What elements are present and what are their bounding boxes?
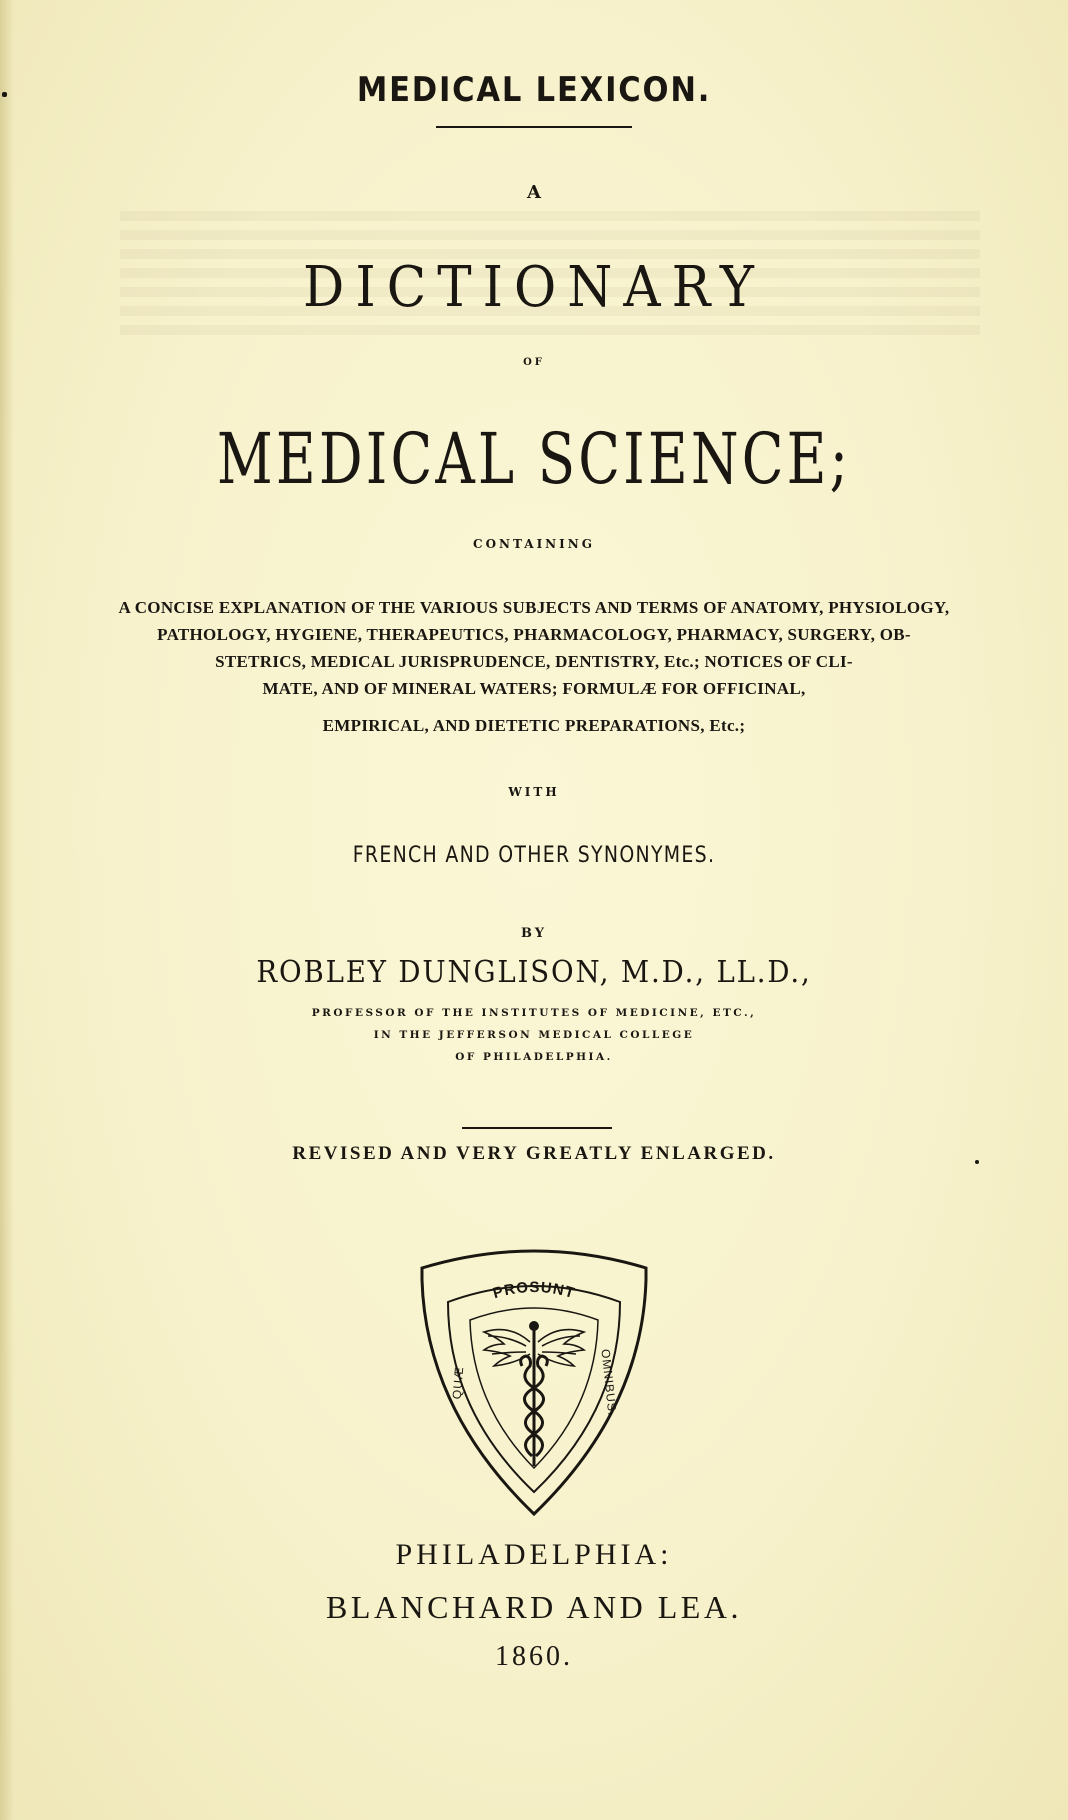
ink-speck [2,92,7,97]
author-title-line: PROFESSOR OF THE INSTITUTES OF MEDICINE, ETC., [311,1007,757,1019]
edition-note: REVISED AND VERY GREATLY ENLARGED. [292,1143,776,1164]
motto-left: QUÆ [449,1365,467,1400]
title-of: OF [523,357,545,368]
containing-label: CONTAINING [473,537,595,551]
by-label: BY [520,926,548,941]
motto-top: PROSUNT [490,1278,578,1303]
description-line: EMPIRICAL, AND DIETETIC PREPARATIONS, Etc.; [322,716,746,735]
description-line: PATHOLOGY, HYGIENE, THERAPEUTICS, PHARMACOLOGY, PHARMACY, SURGERY, OB- [157,625,911,644]
author-name: ROBLEY DUNGLISON, M.D., LL.D., [256,955,812,990]
ink-speck [975,1160,979,1164]
imprint-publisher: BLANCHARD AND LEA. [326,1589,742,1625]
motto-right: OMNIBUS. [598,1348,620,1417]
svg-text:QUÆ [450,1366,467,1400]
caduceus-shield-emblem [414,1240,654,1520]
edition-rule [462,1127,612,1129]
imprint-city: PHILADELPHIA: [395,1538,673,1571]
svg-text:PROSUNT [491,1279,577,1302]
caduceus-knob [529,1321,539,1331]
title-article: A [527,182,541,203]
svg-text:OMNIBUS. [598,1348,619,1417]
title-subject: MEDICAL SCIENCE; [216,418,852,500]
imprint-year: 1860. [495,1641,573,1672]
author-title-line: OF PHILADELPHIA. [455,1051,613,1063]
with-label: WITH [508,785,560,799]
header-rule [436,126,632,128]
description-line: STETRICS, MEDICAL JURISPRUDENCE, DENTISTRY, Etc.; NOTICES OF CLI- [215,652,853,671]
description-line: MATE, AND OF MINERAL WATERS; FORMULÆ FOR OFFICINAL, [262,679,806,698]
author-title-line: IN THE JEFFERSON MEDICAL COLLEGE [373,1029,695,1041]
series-title: MEDICAL LEXICON. [356,70,712,110]
description-line: A CONCISE EXPLANATION OF THE VARIOUS SUBJECTS AND TERMS OF ANATOMY, PHYSIOLOGY, [118,598,950,617]
synonymes-line: FRENCH AND OTHER SYNONYMES. [352,843,716,868]
title-main: DICTIONARY [303,255,765,320]
